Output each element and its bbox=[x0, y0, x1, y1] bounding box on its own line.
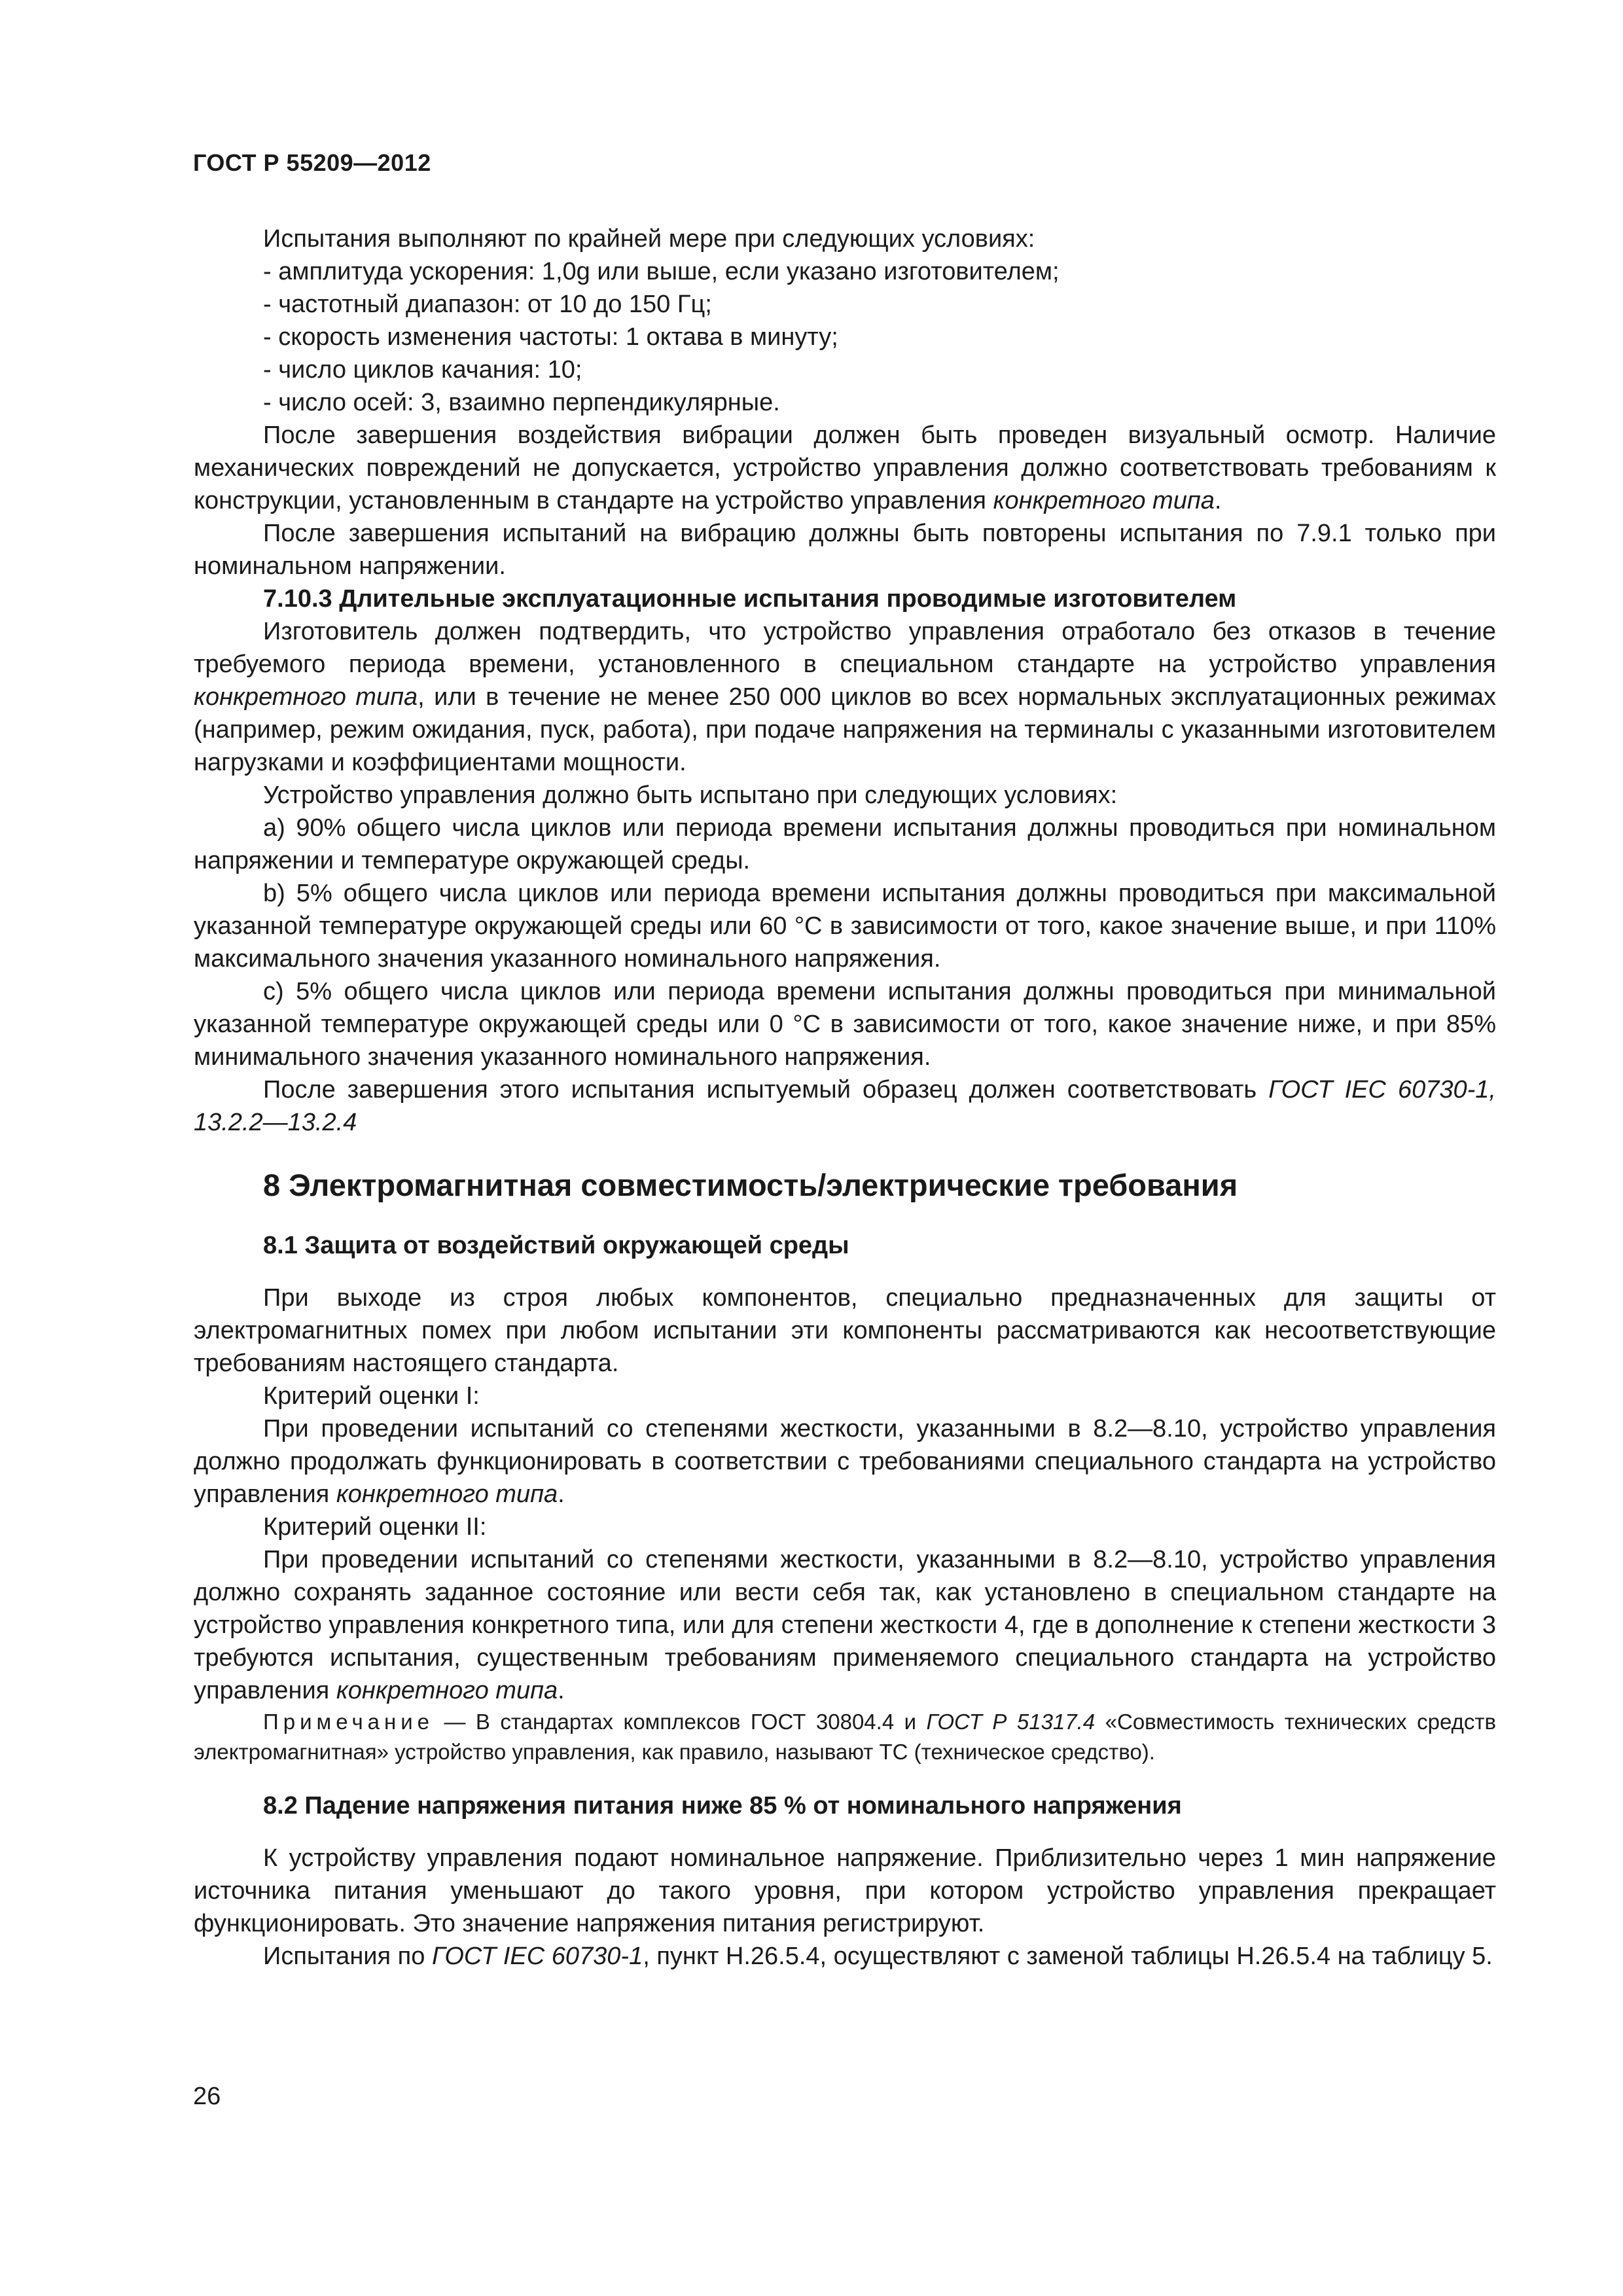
paragraph-criterion-1: Критерий оценки I: bbox=[263, 1382, 480, 1410]
text-run: «Совместимость технических средств электромагнитная» устройство управления, как правило, называют ТС (техническое средство). bbox=[194, 1710, 1497, 1764]
paragraph-criterion-2: Критерий оценки II: bbox=[263, 1513, 487, 1541]
text-run: — В стандартах комплексов ГОСТ 30804.4 и bbox=[434, 1710, 927, 1734]
list-item: - скорость изменения частоты: 1 октава в минуту; bbox=[263, 323, 838, 351]
text-run: Изготовитель должен подтвердить, что устройство управления отработало без отказов в течение требуемого периода времени, установленного в специальном стандарте на устройство управления bbox=[194, 618, 1496, 678]
paragraph-condition-a: а) 90% общего числа циклов или периода времени испытания должны проводиться при номинальном напряжении и температуре окружающей среды. bbox=[194, 814, 1496, 874]
paragraph-table-replacement bbox=[194, 1940, 1496, 1973]
paragraph-condition-b: b) 5% общего числа циклов или периода времени испытания должны проводиться при максимальной указанной температуре окружающей среды или 60 °С в зависимости от того, какое значение выше, и при 110% максимального значения указанного номинального напряжения. bbox=[194, 880, 1496, 973]
section-heading-8-1: 8.1 Защита от воздействий окружающей среды bbox=[263, 1232, 849, 1259]
paragraph-criterion-2-text bbox=[194, 1543, 1496, 1707]
emphasis-text: ГОСТ Р 51317.4 bbox=[926, 1710, 1096, 1734]
paragraph-condition-c: с) 5% общего числа циклов или периода времени испытания должны проводиться при минимальной указанной температуре окружающей среды или 0 °С в зависимости от того, какое значение ниже, и при 85% минимального значения указанного номинального напряжения. bbox=[194, 978, 1496, 1071]
emphasis-text: ГОСТ IEC 60730-1 bbox=[431, 1943, 643, 1970]
section-heading-8: 8 Электромагнитная совместимость/электрические требования bbox=[263, 1168, 1238, 1202]
text-run: , пункт Н.26.5.4, осуществляют с заменой таблицы Н.26.5.4 на таблицу 5. bbox=[643, 1943, 1493, 1970]
list-item: - амплитуда ускорения: 1,0g или выше, если указано изготовителем; bbox=[263, 258, 1060, 285]
paragraph-criterion-1-text bbox=[194, 1412, 1496, 1511]
document-header: ГОСТ Р 55209—2012 bbox=[193, 149, 431, 176]
document-body bbox=[194, 223, 1496, 1973]
list-item: - число осей: 3, взаимно перпендикулярные. bbox=[263, 389, 780, 416]
page-number: 26 bbox=[193, 2083, 221, 2110]
emphasis-text: конкретного типа bbox=[194, 683, 418, 711]
paragraph-test-conditions: Устройство управления должно быть испытано при следующих условиях: bbox=[263, 781, 1118, 809]
paragraph-component-failure: При выходе из строя любых компонентов, специально предназначенных для защиты от электромагнитных помех при любом испытании эти компоненты рассматриваются как несоответствующие требованиям настоящего стандарта. bbox=[194, 1284, 1496, 1377]
text-run: При проведении испытаний со степенями жесткости, указанными в 8.2—8.10, устройство управления должно сохранять заданное состояние или вести себя так, как установлено в специальном стандарте на устройство управления конкретного типа, или для степени жесткости 4, где в дополнение к степени жесткости 3 требуются испытания, существенным требованиям применяемого специального стандарта на устройство управления bbox=[194, 1546, 1496, 1704]
paragraph-voltage-drop: К устройству управления подают номинальное напряжение. Приблизительно через 1 мин напряжение источника питания уменьшают до такого уровня, при котором устройство управления прекращает функционировать. Это значение напряжения питания регистрируют. bbox=[194, 1844, 1496, 1937]
section-heading-8-2: 8.2 Падение напряжения питания ниже 85 % от номинального напряжения bbox=[263, 1792, 1182, 1820]
emphasis-text: конкретного типа bbox=[336, 1480, 558, 1508]
list-item: - число циклов качания: 10; bbox=[263, 356, 582, 384]
text-run: , или в течение не менее 250 000 циклов во всех нормальных эксплуатационных режимах (например, режим ожидания, пуск, работа), при подаче напряжения на терминалы с указанными изготовителем нагрузками и коэффициентами мощности. bbox=[194, 683, 1496, 776]
text-run: Испытания по bbox=[263, 1943, 432, 1970]
emphasis-text: ГОСТ IEC 60730-1, 13.2.2—13.2.4 bbox=[194, 1076, 1496, 1136]
list-item: - частотный диапазон: от 10 до 150 Гц; bbox=[263, 291, 712, 318]
text-run: После завершения этого испытания испытуемый образец должен соответствовать bbox=[263, 1076, 1269, 1103]
text-run: При проведении испытаний со степенями жесткости, указанными в 8.2—8.10, устройство управления должно продолжать функционировать в соответствии с требованиями специального стандарта на устройство управления bbox=[194, 1415, 1496, 1508]
paragraph-repeat-tests: После завершения испытаний на вибрацию должны быть повторены испытания по 7.9.1 только при номинальном напряжении. bbox=[194, 520, 1496, 580]
text-run: . bbox=[558, 1677, 565, 1704]
section-heading-7-10-3: 7.10.3 Длительные эксплуатационные испытания проводимые изготовителем bbox=[263, 585, 1237, 613]
text-run: После завершения воздействия вибрации должен быть проведен визуальный осмотр. Наличие механических повреждений не допускается, устройство управления должно соответствовать требованиям к конструкции, установленным в стандарте на устройство управления bbox=[194, 422, 1496, 514]
note-label: Примечание bbox=[263, 1710, 435, 1734]
emphasis-text: конкретного типа bbox=[993, 487, 1215, 514]
paragraph-visual-inspection bbox=[194, 419, 1496, 517]
text-run: . bbox=[558, 1480, 565, 1508]
paragraph-conditions-intro: Испытания выполняют по крайней мере при следующих условиях: bbox=[263, 225, 1035, 253]
text-run: . bbox=[1214, 487, 1222, 514]
paragraph-manufacturer-confirm bbox=[194, 615, 1496, 779]
note bbox=[194, 1707, 1496, 1767]
paragraph-after-test bbox=[194, 1073, 1496, 1139]
emphasis-text: конкретного типа bbox=[336, 1677, 558, 1704]
